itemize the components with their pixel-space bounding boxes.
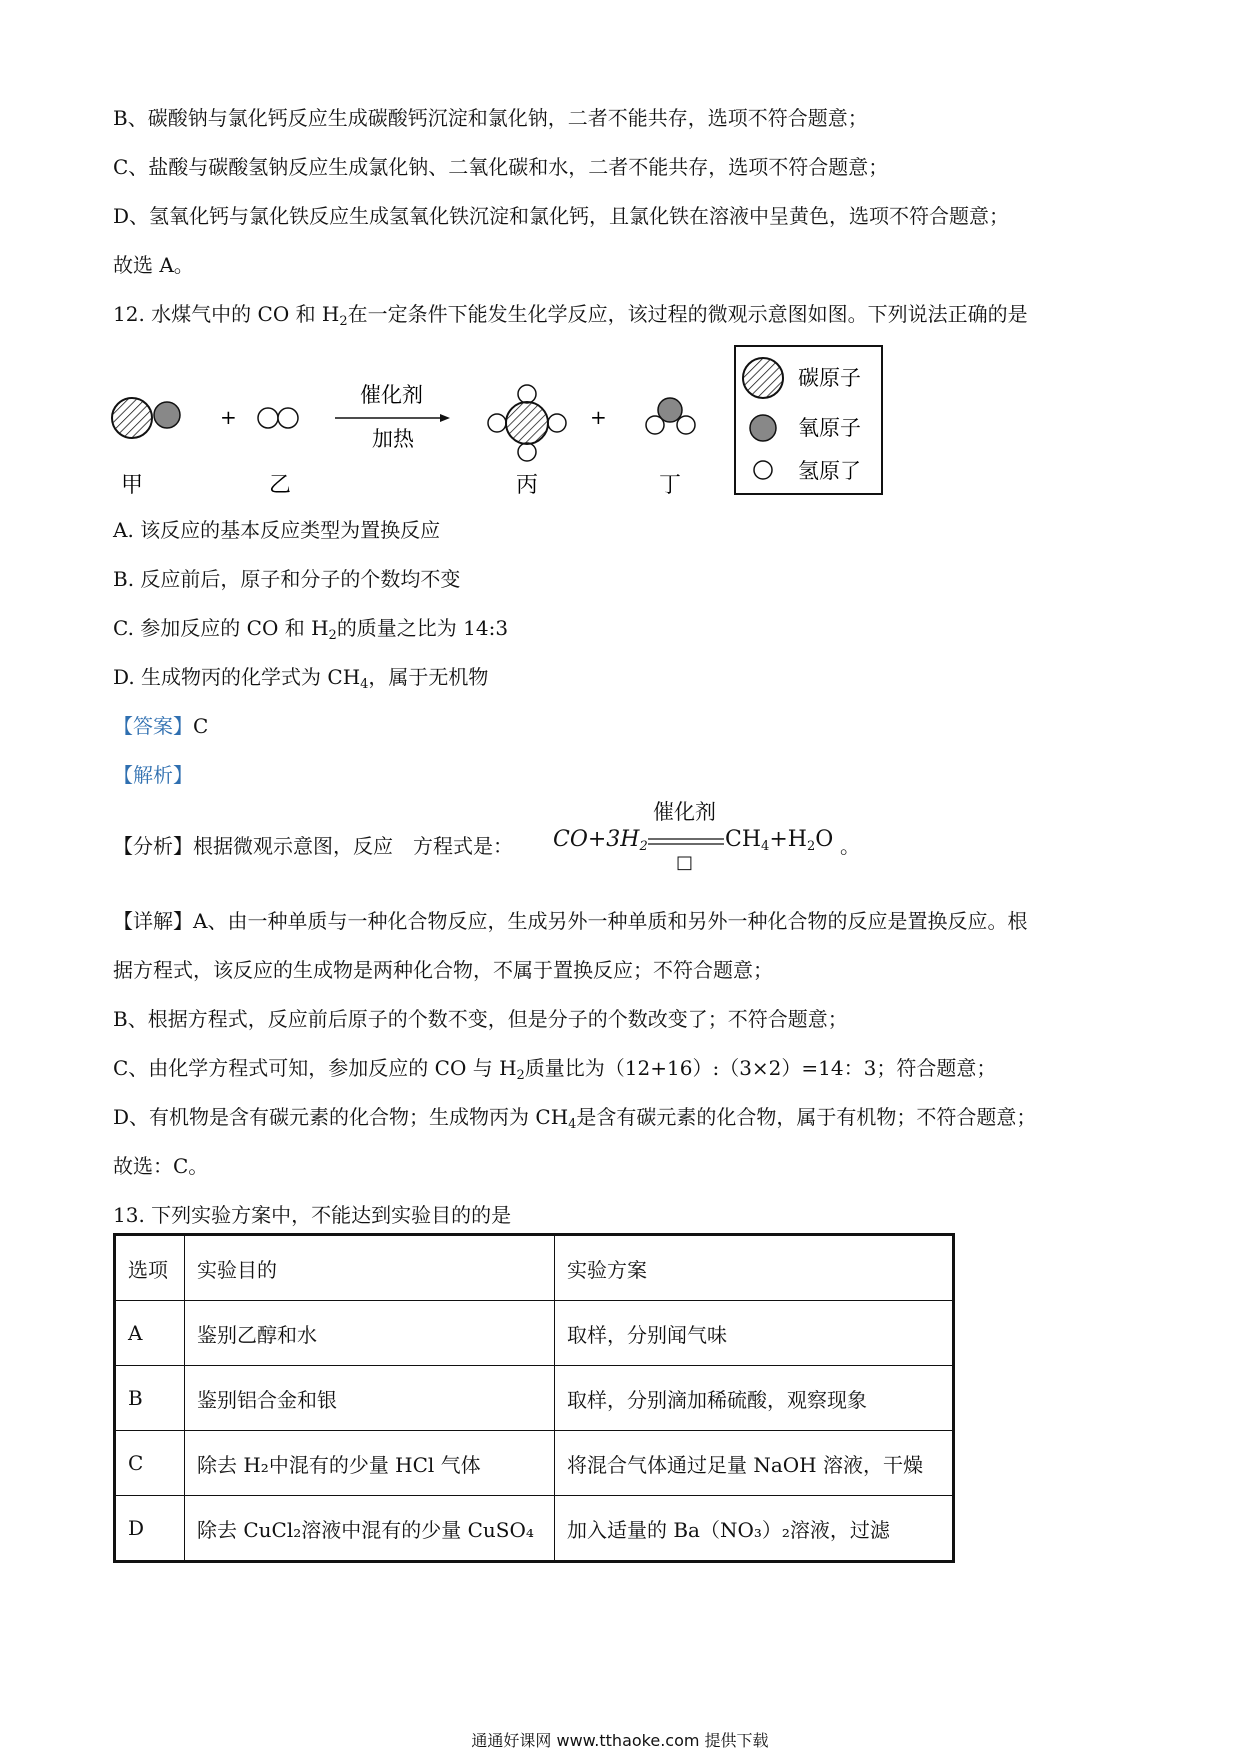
hydrogen-atom (677, 416, 695, 434)
equation-product-2: +H (769, 827, 807, 852)
text-line-c-prev: C、盐酸与碳酸氢钠反应生成氯化钠、二氧化碳和水，二者不能共存，选项不符合题意； (113, 155, 889, 179)
table-header-cell: 选项 (115, 1235, 185, 1301)
answer-value: C (193, 714, 209, 738)
equation-equals-sign (648, 838, 724, 846)
plus-sign-1: + (220, 405, 237, 429)
answer-line (113, 712, 208, 740)
table-cell: 鉴别乙醇和水 (185, 1301, 555, 1366)
option-d-part1: D. 生成物丙的化学式为 CH (113, 665, 361, 689)
subscript: 4 (360, 677, 369, 692)
label-yi: 乙 (268, 473, 292, 498)
table-row (115, 1366, 954, 1431)
subscript: 2 (806, 839, 816, 854)
subscript: 2 (328, 628, 337, 643)
question-12 (113, 300, 1028, 336)
hydrogen-atom (518, 385, 536, 403)
plus-sign-2: + (590, 405, 607, 429)
detail-line-4 (113, 1054, 996, 1090)
detail-line-1: 【详解】A、由一种单质与一种化合物反应，生成另外一种单质和另外一种化合物的反应是置换反应。根 (113, 909, 1028, 933)
detail-line-4-part1: C、由化学方程式可知，参加反应的 CO 与 H (113, 1056, 517, 1080)
table-cell: C (115, 1431, 185, 1496)
reaction-diagram (0, 340, 1240, 510)
table-row (115, 1496, 954, 1562)
label-bing: 丙 (515, 473, 539, 498)
option-d (113, 663, 488, 699)
hydrogen-atom (548, 414, 566, 432)
detail-line-4-part2: 质量比为（12+16）:（3×2）=14：3；符合题意； (524, 1056, 997, 1080)
subscript: 4 (761, 839, 770, 854)
molecule-bing-ch4 (488, 385, 566, 461)
hydrogen-atom (258, 408, 278, 428)
hydrogen-atom (518, 443, 536, 461)
equation-product-1: CH (725, 827, 762, 852)
table-cell: 鉴别铝合金和银 (185, 1366, 555, 1431)
equation-condition: □ (676, 852, 694, 873)
label-ding: 丁 (658, 473, 682, 498)
table-cell: 取样，分别滴加稀硫酸，观察现象 (555, 1366, 954, 1431)
answer-label: 【答案】 (113, 714, 193, 738)
legend-carbon-icon (743, 358, 783, 398)
heat-label: 加热 (372, 427, 414, 451)
subscript: 2 (339, 314, 348, 329)
equation-product-2-o: O (815, 827, 834, 852)
legend-hydrogen: 氢原了 (798, 459, 861, 483)
detail-line-3: B、根据方程式，反应前后原子的个数不变，但是分子的个数改变了；不符合题意； (113, 1007, 848, 1031)
carbon-atom (506, 402, 548, 444)
hydrogen-atom (278, 408, 298, 428)
question-12-part1: 12. 水煤气中的 CO 和 H (113, 302, 340, 326)
question-12-part2: 在一定条件下能发生化学反应，该过程的微观示意图如图。下列说法正确的是 (347, 302, 1028, 326)
subscript: 4 (568, 1117, 577, 1132)
option-c-part1: C. 参加反应的 CO 和 H (113, 616, 329, 640)
text-line-choose-prev: 故选 A。 (113, 253, 194, 277)
experiment-table (113, 1233, 955, 1563)
table-header-cell: 实验方案 (555, 1235, 954, 1301)
arrow-head (440, 414, 450, 422)
legend-oxygen: 氧原子 (798, 416, 861, 440)
catalyst-label: 催化剂 (360, 383, 423, 407)
subscript: 2 (516, 1068, 525, 1083)
equation-reactants: CO+3H (553, 827, 640, 852)
table-row (115, 1431, 954, 1496)
equation-catalyst: 催化剂 (653, 800, 716, 824)
detail-line-5 (113, 1103, 1036, 1139)
molecule-jia-co (112, 398, 180, 438)
table-cell: D (115, 1496, 185, 1562)
fenxi-text: 【分析】根据微观示意图，反应 方程式是： (113, 834, 513, 858)
table-cell: 除去 H₂中混有的少量 HCl 气体 (185, 1431, 555, 1496)
legend-hydrogen-icon (754, 461, 772, 479)
page-footer: 通通好课网 www.tthaoke.com 提供下载 (471, 1731, 769, 1750)
oxygen-atom (154, 402, 180, 428)
detail-line-5-part1: D、有机物是含有碳元素的化合物；生成物丙为 CH (113, 1105, 569, 1129)
table-header-row (115, 1235, 954, 1301)
table-cell: A (115, 1301, 185, 1366)
molecule-yi-h2 (258, 408, 298, 428)
legend-carbon: 碳原子 (798, 366, 861, 390)
legend-box (735, 346, 882, 494)
option-d-part2: ，属于无机物 (368, 665, 489, 689)
option-b: B. 反应前后，原子和分子的个数均不变 (113, 567, 461, 591)
table-cell: 取样，分别闻气味 (555, 1301, 954, 1366)
question-13: 13. 下列实验方案中，不能达到实验目的的是 (113, 1203, 512, 1227)
hydrogen-atom (488, 414, 506, 432)
table-cell: B (115, 1366, 185, 1431)
detail-line-5-part2: 是含有碳元素的化合物，属于有机物；不符合题意； (576, 1105, 1037, 1129)
subscript: 2 (639, 839, 648, 854)
molecule-ding-h2o (646, 398, 695, 434)
hydrogen-atom (646, 416, 664, 434)
option-c-part2: 的质量之比为 14:3 (336, 616, 509, 640)
detail-line-6: 故选：C。 (113, 1154, 209, 1178)
text-line-d-prev: D、氢氧化钙与氯化铁反应生成氢氧化铁沉淀和氯化钙，且氯化铁在溶液中呈黄色，选项不符合题意； (113, 204, 1010, 228)
carbon-atom (112, 398, 152, 438)
table-header-cell: 实验目的 (185, 1235, 555, 1301)
equation-rhs (725, 827, 833, 854)
label-jia: 甲 (120, 473, 144, 498)
table-cell: 除去 CuCl₂溶液中混有的少量 CuSO₄ (185, 1496, 555, 1562)
option-c (113, 614, 508, 650)
equation-end: 。 (840, 834, 860, 858)
analysis-label: 【解析】 (113, 763, 193, 787)
equation-line (113, 800, 1013, 890)
table-cell: 加入适量的 Ba（NO₃）₂溶液，过滤 (555, 1496, 954, 1562)
equation-lhs (553, 827, 648, 854)
option-a: A. 该反应的基本反应类型为置换反应 (113, 518, 441, 542)
detail-line-2: 据方程式，该反应的生成物是两种化合物，不属于置换反应；不符合题意； (113, 958, 773, 982)
table-cell: 将混合气体通过足量 NaOH 溶液，干燥 (555, 1431, 954, 1496)
text-line-b-prev: B、碳酸钠与氯化钙反应生成碳酸钙沉淀和氯化钠，二者不能共存，选项不符合题意； (113, 106, 868, 130)
legend-oxygen-icon (750, 415, 776, 441)
table-row (115, 1301, 954, 1366)
